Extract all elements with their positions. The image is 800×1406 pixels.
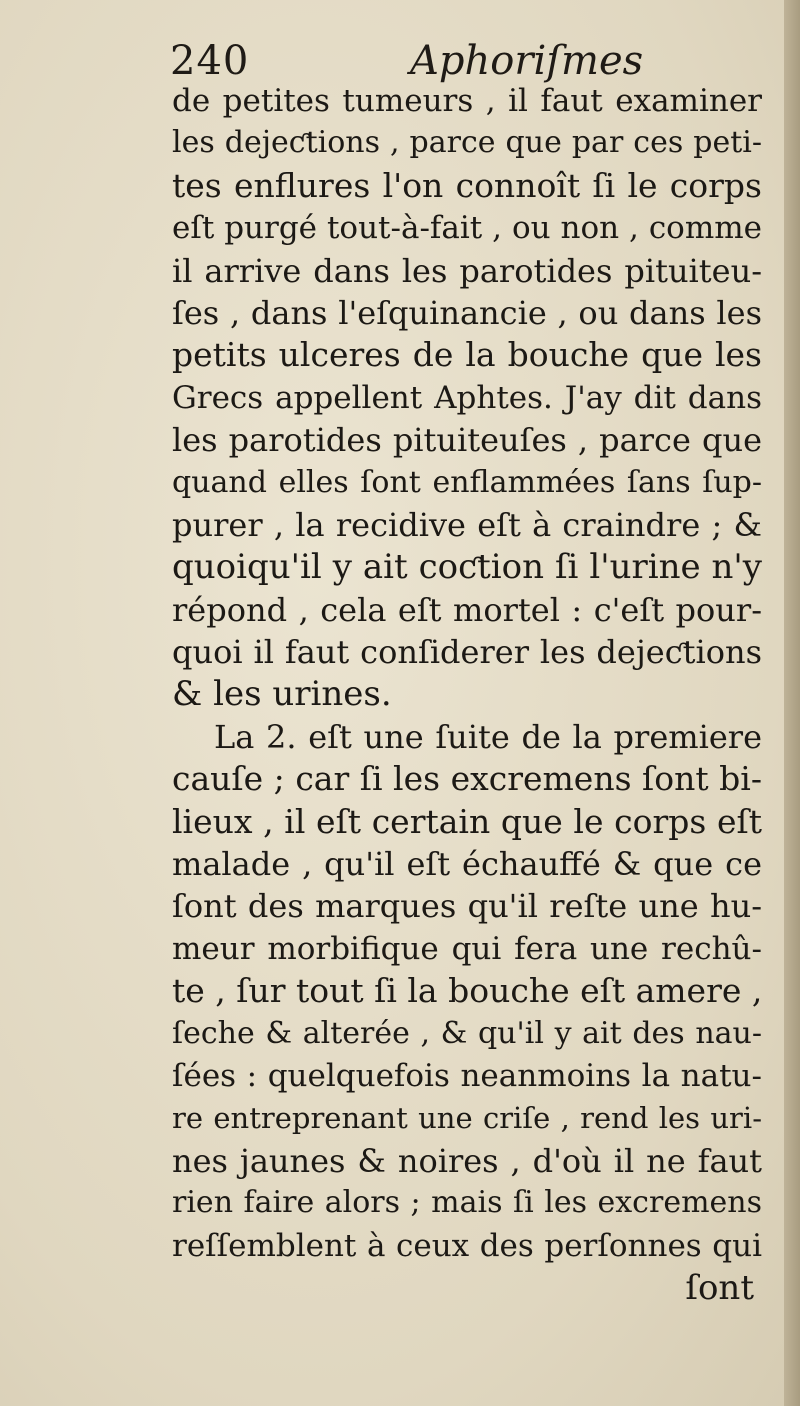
text-line: quoiqu'il y ait coƈtion ſi l'urine n'y xyxy=(172,547,762,588)
text-line: & les urines. xyxy=(172,674,392,715)
text-line: meur morbifique qui fera une rechû- xyxy=(172,930,762,967)
text-line: les dejeƈtions , parce que par ces peti- xyxy=(172,125,762,161)
running-title: Aphoriſmes xyxy=(410,38,644,84)
text-line: te , ſur tout ſi la bouche eſt amere , xyxy=(172,971,763,1011)
page-number: 240 xyxy=(170,38,250,84)
text-line: de petites tumeurs , il faut examiner xyxy=(172,83,762,119)
text-line: ſées : quelquefois neanmoins la natu- xyxy=(172,1057,762,1094)
text-line: rien faire alors ; mais ſi les excremens xyxy=(172,1185,762,1221)
text-line: les parotides pituiteuſes , parce que xyxy=(172,421,762,460)
text-line: lieux , il eſt certain que le corps eſt xyxy=(172,801,762,841)
text-line: petits ulceres de la bouche que les xyxy=(172,335,762,375)
text-line: ſeche & alterée , & qu'il y ait des nau- xyxy=(172,1015,762,1051)
text-line: re entreprenant une criſe , rend les uri- xyxy=(172,1101,762,1136)
text-line: Grecs appellent Aphtes. J'ay dit dans xyxy=(172,379,762,416)
page-edge xyxy=(784,0,800,1406)
text-line: quoi il faut conſiderer les dejeƈtions xyxy=(172,633,762,672)
text-line: ſont des marques qu'il reſte une hu- xyxy=(172,887,762,926)
catchword: ſont xyxy=(685,1267,754,1308)
text-line: il arrive dans les parotides pituiteu- xyxy=(172,251,762,290)
text-line: tes enflures l'on connoît ſi le corps xyxy=(172,165,762,205)
body-text xyxy=(172,80,762,1309)
text-line: La 2. eſt une ſuite de la premiere xyxy=(214,717,762,756)
text-line: répond , cela eſt mortel : c'eſt pour- xyxy=(172,590,762,629)
text-line: cauſe ; car ſi les excremens ſont bi- xyxy=(172,759,762,799)
text-line: eſt purgé tout-à-fait , ou non , comme xyxy=(172,210,762,247)
text-line: malade , qu'il eſt échauffé & que ce xyxy=(172,845,762,884)
text-line: purer , la recidive eſt à craindre ; & xyxy=(172,505,762,544)
text-line: nes jaunes & noires , d'où il ne faut xyxy=(172,1141,762,1180)
text-line: quand elles ſont enflammées ſans ſup- xyxy=(172,464,762,500)
text-line: reſſemblent à ceux des perſonnes qui xyxy=(172,1227,762,1264)
text-line: ſes , dans l'eſquinancie , ou dans les xyxy=(172,293,762,332)
